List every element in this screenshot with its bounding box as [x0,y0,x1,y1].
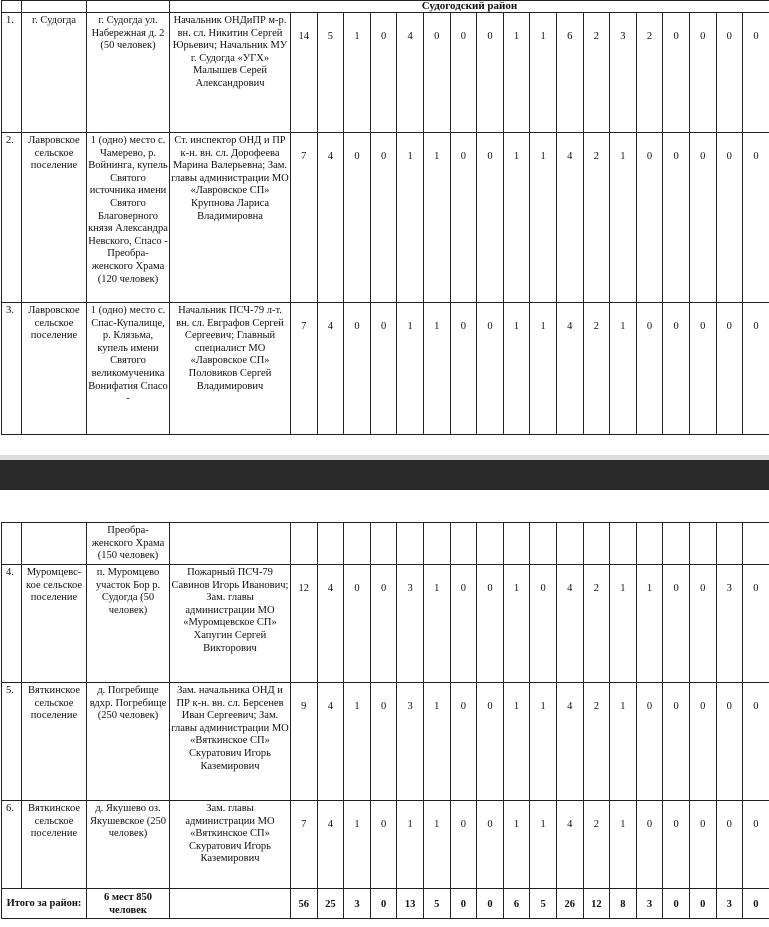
total-value-cell: 0 [477,889,504,919]
value-cell: 1 [503,565,530,683]
value-cell: 0 [636,133,663,303]
row-index: 4. [2,565,22,683]
value-cell: 0 [663,801,690,889]
value-cell: 2 [583,683,610,801]
value-cell: 0 [450,565,477,683]
total-value-cell: 12 [583,889,610,919]
place-cell: г. Судогда ул. Набережная д. 2 (50 человек) [87,13,170,133]
value-cell: 1 [503,303,530,435]
value-cell: 0 [450,13,477,133]
row-index: 1. [2,13,22,133]
value-cell: 3 [397,565,424,683]
value-cell: 0 [477,683,504,801]
value-cell: 14 [291,13,318,133]
total-value-cell: 0 [743,889,769,919]
table-row [2,13,769,133]
total-places: 6 мест 850 человек [87,889,170,919]
value-cell: 0 [344,133,371,303]
value-cell: 4 [556,303,583,435]
document-page-1 [0,0,769,440]
value-cell: 0 [743,133,769,303]
value-cell: 1 [423,133,450,303]
value-cell: 0 [716,13,743,133]
value-cell: 1 [530,13,557,133]
value-cell: 1 [397,303,424,435]
value-cell: 1 [344,801,371,889]
value-cell: 4 [317,801,344,889]
total-value-cell: 5 [423,889,450,919]
value-cell: 0 [450,683,477,801]
value-cell: 0 [716,801,743,889]
table-row [2,565,769,683]
value-cell: 0 [743,565,769,683]
value-cell: 1 [610,801,637,889]
value-cell: 2 [583,303,610,435]
value-cell: 2 [583,565,610,683]
value-cell: 4 [556,565,583,683]
table-row-continuation [2,523,769,565]
value-cell: 4 [556,683,583,801]
value-cell: 0 [663,303,690,435]
value-cell: 4 [397,13,424,133]
value-cell: 0 [743,303,769,435]
district-title: Судогодский район [170,1,769,13]
value-cell: 1 [423,303,450,435]
value-cell: 0 [477,13,504,133]
settlement-cell: Вяткинское сельское поселение [22,683,87,801]
value-cell: 0 [716,303,743,435]
value-cell: 0 [370,303,397,435]
table-row [2,801,769,889]
value-cell: 3 [716,565,743,683]
settlement-cell: Муромцевс-кое сельское поселение [22,565,87,683]
total-label: Итого за район: [2,889,87,919]
row-index: 6. [2,801,22,889]
value-cell: 0 [530,565,557,683]
table-row [2,303,769,435]
value-cell: 6 [556,13,583,133]
value-cell: 4 [556,133,583,303]
place-cell: п. Муромцево участок Бор р. Судогда (50 человек) [87,565,170,683]
document-page-2 [0,522,769,927]
value-cell: 0 [636,303,663,435]
value-cell: 0 [663,13,690,133]
value-cell: 0 [743,13,769,133]
value-cell: 1 [530,303,557,435]
value-cell: 2 [583,133,610,303]
value-cell: 4 [317,683,344,801]
value-cell: 9 [291,683,318,801]
value-cell: 4 [556,801,583,889]
value-cell: 7 [291,303,318,435]
total-value-cell: 0 [450,889,477,919]
value-cell: 1 [344,683,371,801]
total-value-cell: 13 [397,889,424,919]
value-cell: 1 [397,133,424,303]
value-cell: 1 [423,565,450,683]
value-cell: 0 [370,683,397,801]
settlement-cell: г. Судогда [22,13,87,133]
value-cell: 0 [450,801,477,889]
responsible-cell: Пожарный ПСЧ-79 Савинов Игорь Иванович; Зам. главы администрации МО «Муромцевское СП» Хапугин Сергей Викторович [170,565,291,683]
value-cell: 0 [689,683,716,801]
value-cell: 1 [610,683,637,801]
value-cell: 0 [477,801,504,889]
responsible-cell: Ст. инспектор ОНД и ПР к-н. вн. сл. Дорофеева Марина Валерьевна; Зам. главы администрации МО «Лавровское СП» Крупнова Лариса Владимировна [170,133,291,303]
value-cell: 1 [397,801,424,889]
value-cell: 0 [370,565,397,683]
row-index: 2. [2,133,22,303]
value-cell: 2 [583,801,610,889]
value-cell: 1 [530,683,557,801]
value-cell: 0 [743,683,769,801]
value-cell: 1 [610,133,637,303]
value-cell: 1 [503,801,530,889]
settlement-cell: Лавровское сельское поселение [22,133,87,303]
total-empty [170,889,291,919]
value-cell: 2 [583,13,610,133]
value-cell: 1 [610,565,637,683]
district-table-bottom [1,522,769,919]
value-cell: 0 [477,133,504,303]
value-cell: 1 [503,133,530,303]
value-cell: 1 [636,565,663,683]
value-cell: 3 [397,683,424,801]
value-cell: 5 [317,13,344,133]
value-cell: 1 [423,683,450,801]
value-cell: 1 [423,801,450,889]
place-cell: д. Погребище вдхр. Погребище (250 человек) [87,683,170,801]
place-cell: Преобра-женского Храма (150 человек) [87,523,170,565]
value-cell: 0 [450,303,477,435]
value-cell: 0 [636,801,663,889]
total-value-cell: 3 [344,889,371,919]
total-value-cell: 26 [556,889,583,919]
value-cell: 1 [530,801,557,889]
page-separator [0,460,769,490]
value-cell: 2 [636,13,663,133]
value-cell: 12 [291,565,318,683]
value-cell: 0 [477,565,504,683]
table-row [2,133,769,303]
value-cell: 0 [450,133,477,303]
value-cell: 0 [663,565,690,683]
settlement-cell: Лавровское сельское поселение [22,303,87,435]
total-value-cell: 56 [291,889,318,919]
value-cell: 1 [503,683,530,801]
total-row [2,889,769,919]
value-cell: 0 [743,801,769,889]
value-cell: 0 [716,133,743,303]
place-cell: 1 (одно) место с. Спас-Купалище, р. Клязьма, купель имени Святого великомученика Вонифатия Спасо - [87,303,170,435]
value-cell: 1 [503,13,530,133]
value-cell: 0 [370,801,397,889]
total-value-cell: 0 [370,889,397,919]
district-table-top [1,0,769,435]
total-value-cell: 3 [636,889,663,919]
table-row [2,683,769,801]
value-cell: 7 [291,801,318,889]
value-cell: 7 [291,133,318,303]
value-cell: 4 [317,565,344,683]
settlement-cell: Вяткинское сельское поселение [22,801,87,889]
value-cell: 0 [370,13,397,133]
value-cell: 0 [477,303,504,435]
value-cell: 0 [663,133,690,303]
value-cell: 0 [716,683,743,801]
value-cell: 1 [610,303,637,435]
place-cell: д. Якушево оз. Якушевское (250 человек) [87,801,170,889]
responsible-cell: Зам. главы администрации МО «Вяткинское СП» Скуратович Игорь Каземирович [170,801,291,889]
value-cell: 4 [317,303,344,435]
value-cell: 0 [344,303,371,435]
value-cell: 0 [689,565,716,683]
value-cell: 0 [636,683,663,801]
total-value-cell: 5 [530,889,557,919]
value-cell: 3 [610,13,637,133]
total-value-cell: 6 [503,889,530,919]
row-index: 5. [2,683,22,801]
total-value-cell: 0 [663,889,690,919]
responsible-cell: Начальник ОНДиПР м-р. вн. сл. Никитин Сергей Юрьевич; Начальник МУ г. Судогда «УГХ» Малышев Серей Александрович [170,13,291,133]
total-value-cell: 0 [689,889,716,919]
total-value-cell: 25 [317,889,344,919]
total-value-cell: 8 [610,889,637,919]
value-cell: 1 [344,13,371,133]
value-cell: 0 [689,303,716,435]
row-index: 3. [2,303,22,435]
value-cell: 0 [689,133,716,303]
value-cell: 1 [530,133,557,303]
value-cell: 4 [317,133,344,303]
value-cell: 0 [663,683,690,801]
value-cell: 0 [689,801,716,889]
value-cell: 0 [344,565,371,683]
responsible-cell: Начальник ПСЧ-79 л-т. вн. сл. Евграфов Сергей Сергеевич; Главный специалист МО «Лавровское СП» Половиков Сергей Владимирович [170,303,291,435]
value-cell: 0 [370,133,397,303]
value-cell: 0 [423,13,450,133]
place-cell: 1 (одно) место с. Чамерево, р. Войнинга, купель Святого источника имени Святого Благоверного князя Александра Невского, Спасо - Преобра-женского Храма (120 человек) [87,133,170,303]
total-value-cell: 3 [716,889,743,919]
responsible-cell: Зам. начальника ОНД и ПР к-н. вн. сл. Берсенев Иван Сергеевич; Зам. главы администрации МО «Вяткинское СП» Скуратович Игорь Каземирович [170,683,291,801]
value-cell: 0 [689,13,716,133]
